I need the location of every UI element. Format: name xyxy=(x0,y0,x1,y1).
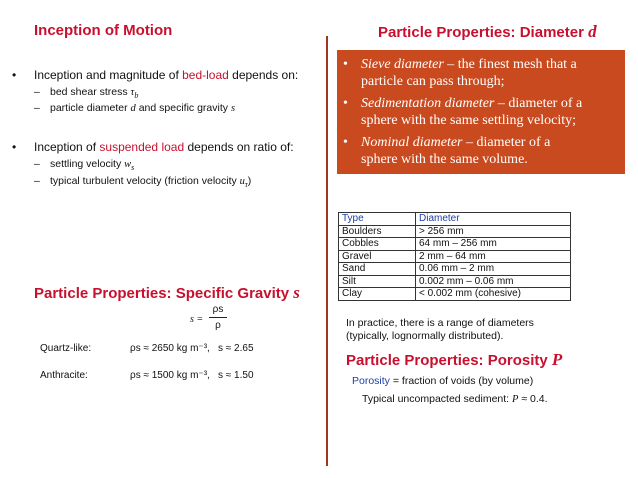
table-row: Sand 0.06 mm – 2 mm xyxy=(339,263,571,276)
definition-nominal: • Nominal diameter – diameter of a sphere with the same volume. xyxy=(343,135,551,167)
table-row: Silt 0.002 mm – 0.06 mm xyxy=(339,275,571,288)
porosity-typical: Typical uncompacted sediment: P ≈ 0.4. xyxy=(362,393,548,405)
bullet-dot: • xyxy=(12,140,17,154)
definition-sedimentation: • Sedimentation diameter – diameter of a sphere with the same settling velocity; xyxy=(343,96,583,128)
porosity-definition: Porosity = fraction of voids (by volume) xyxy=(352,375,534,387)
table-row: Cobbles 64 mm – 256 mm xyxy=(339,238,571,251)
suspended-sub-settling: – settling velocity $w_s$ xyxy=(34,158,135,173)
definition-sieve: • Sieve diameter – the finest mesh that a particle can pass through; xyxy=(343,57,577,89)
porosity-title: Particle Properties: Porosity P xyxy=(346,350,563,369)
formula-denominator: ρ xyxy=(215,320,221,331)
bedload-sub-diameter: – particle diameter d and specific gravity s xyxy=(34,102,236,114)
bedload-highlight: bed-load xyxy=(182,68,229,82)
table-header-cell: Diameter xyxy=(416,213,571,226)
column-divider xyxy=(326,36,328,466)
table-row: Gravel 2 mm – 64 mm xyxy=(339,250,571,263)
diameter-title: Particle Properties: Diameter d xyxy=(378,22,597,41)
sg-row-quartz: Quartz-like: xyxy=(40,343,92,354)
porosity-term: Porosity xyxy=(352,375,390,387)
specific-gravity-title: Particle Properties: Specific Gravity s xyxy=(34,283,300,302)
diameter-note: In practice, there is a range of diameters (typically, lognormally distributed). xyxy=(346,317,534,342)
sg-row-anthracite-s: s ≈ 1.50 xyxy=(218,370,254,381)
inception-title: Inception of Motion xyxy=(34,22,173,39)
bullet-dot: • xyxy=(12,68,17,82)
table-row: Boulders > 256 mm xyxy=(339,225,571,238)
sg-row-quartz-density: ρs ≈ 2650 kg m⁻³, xyxy=(130,343,210,354)
suspended-highlight: suspended load xyxy=(99,140,185,154)
bedload-sub-shear: – bed shear stress $\tau_b$ xyxy=(34,86,139,101)
fraction-bar xyxy=(209,317,227,318)
sg-row-anthracite-density: ρs ≈ 1500 kg m⁻³, xyxy=(130,370,210,381)
table-header-row xyxy=(339,213,571,226)
table-header-cell: Type xyxy=(339,213,416,226)
suspended-sub-friction: – typical turbulent velocity (friction velocity $u_\tau$) xyxy=(34,175,252,190)
diameter-definitions-box xyxy=(337,50,625,174)
table-row: Clay < 0.002 mm (cohesive) xyxy=(339,288,571,301)
sg-row-anthracite: Anthracite: xyxy=(40,370,88,381)
formula-numerator: ρs xyxy=(212,304,224,315)
diameter-table xyxy=(338,212,571,301)
sg-row-quartz-s: s ≈ 2.65 xyxy=(218,343,254,354)
bedload-bullet: • Inception and magnitude of bed-load depends on: xyxy=(12,68,299,82)
suspended-bullet: • Inception of suspended load depends on ratio of: xyxy=(12,140,294,154)
